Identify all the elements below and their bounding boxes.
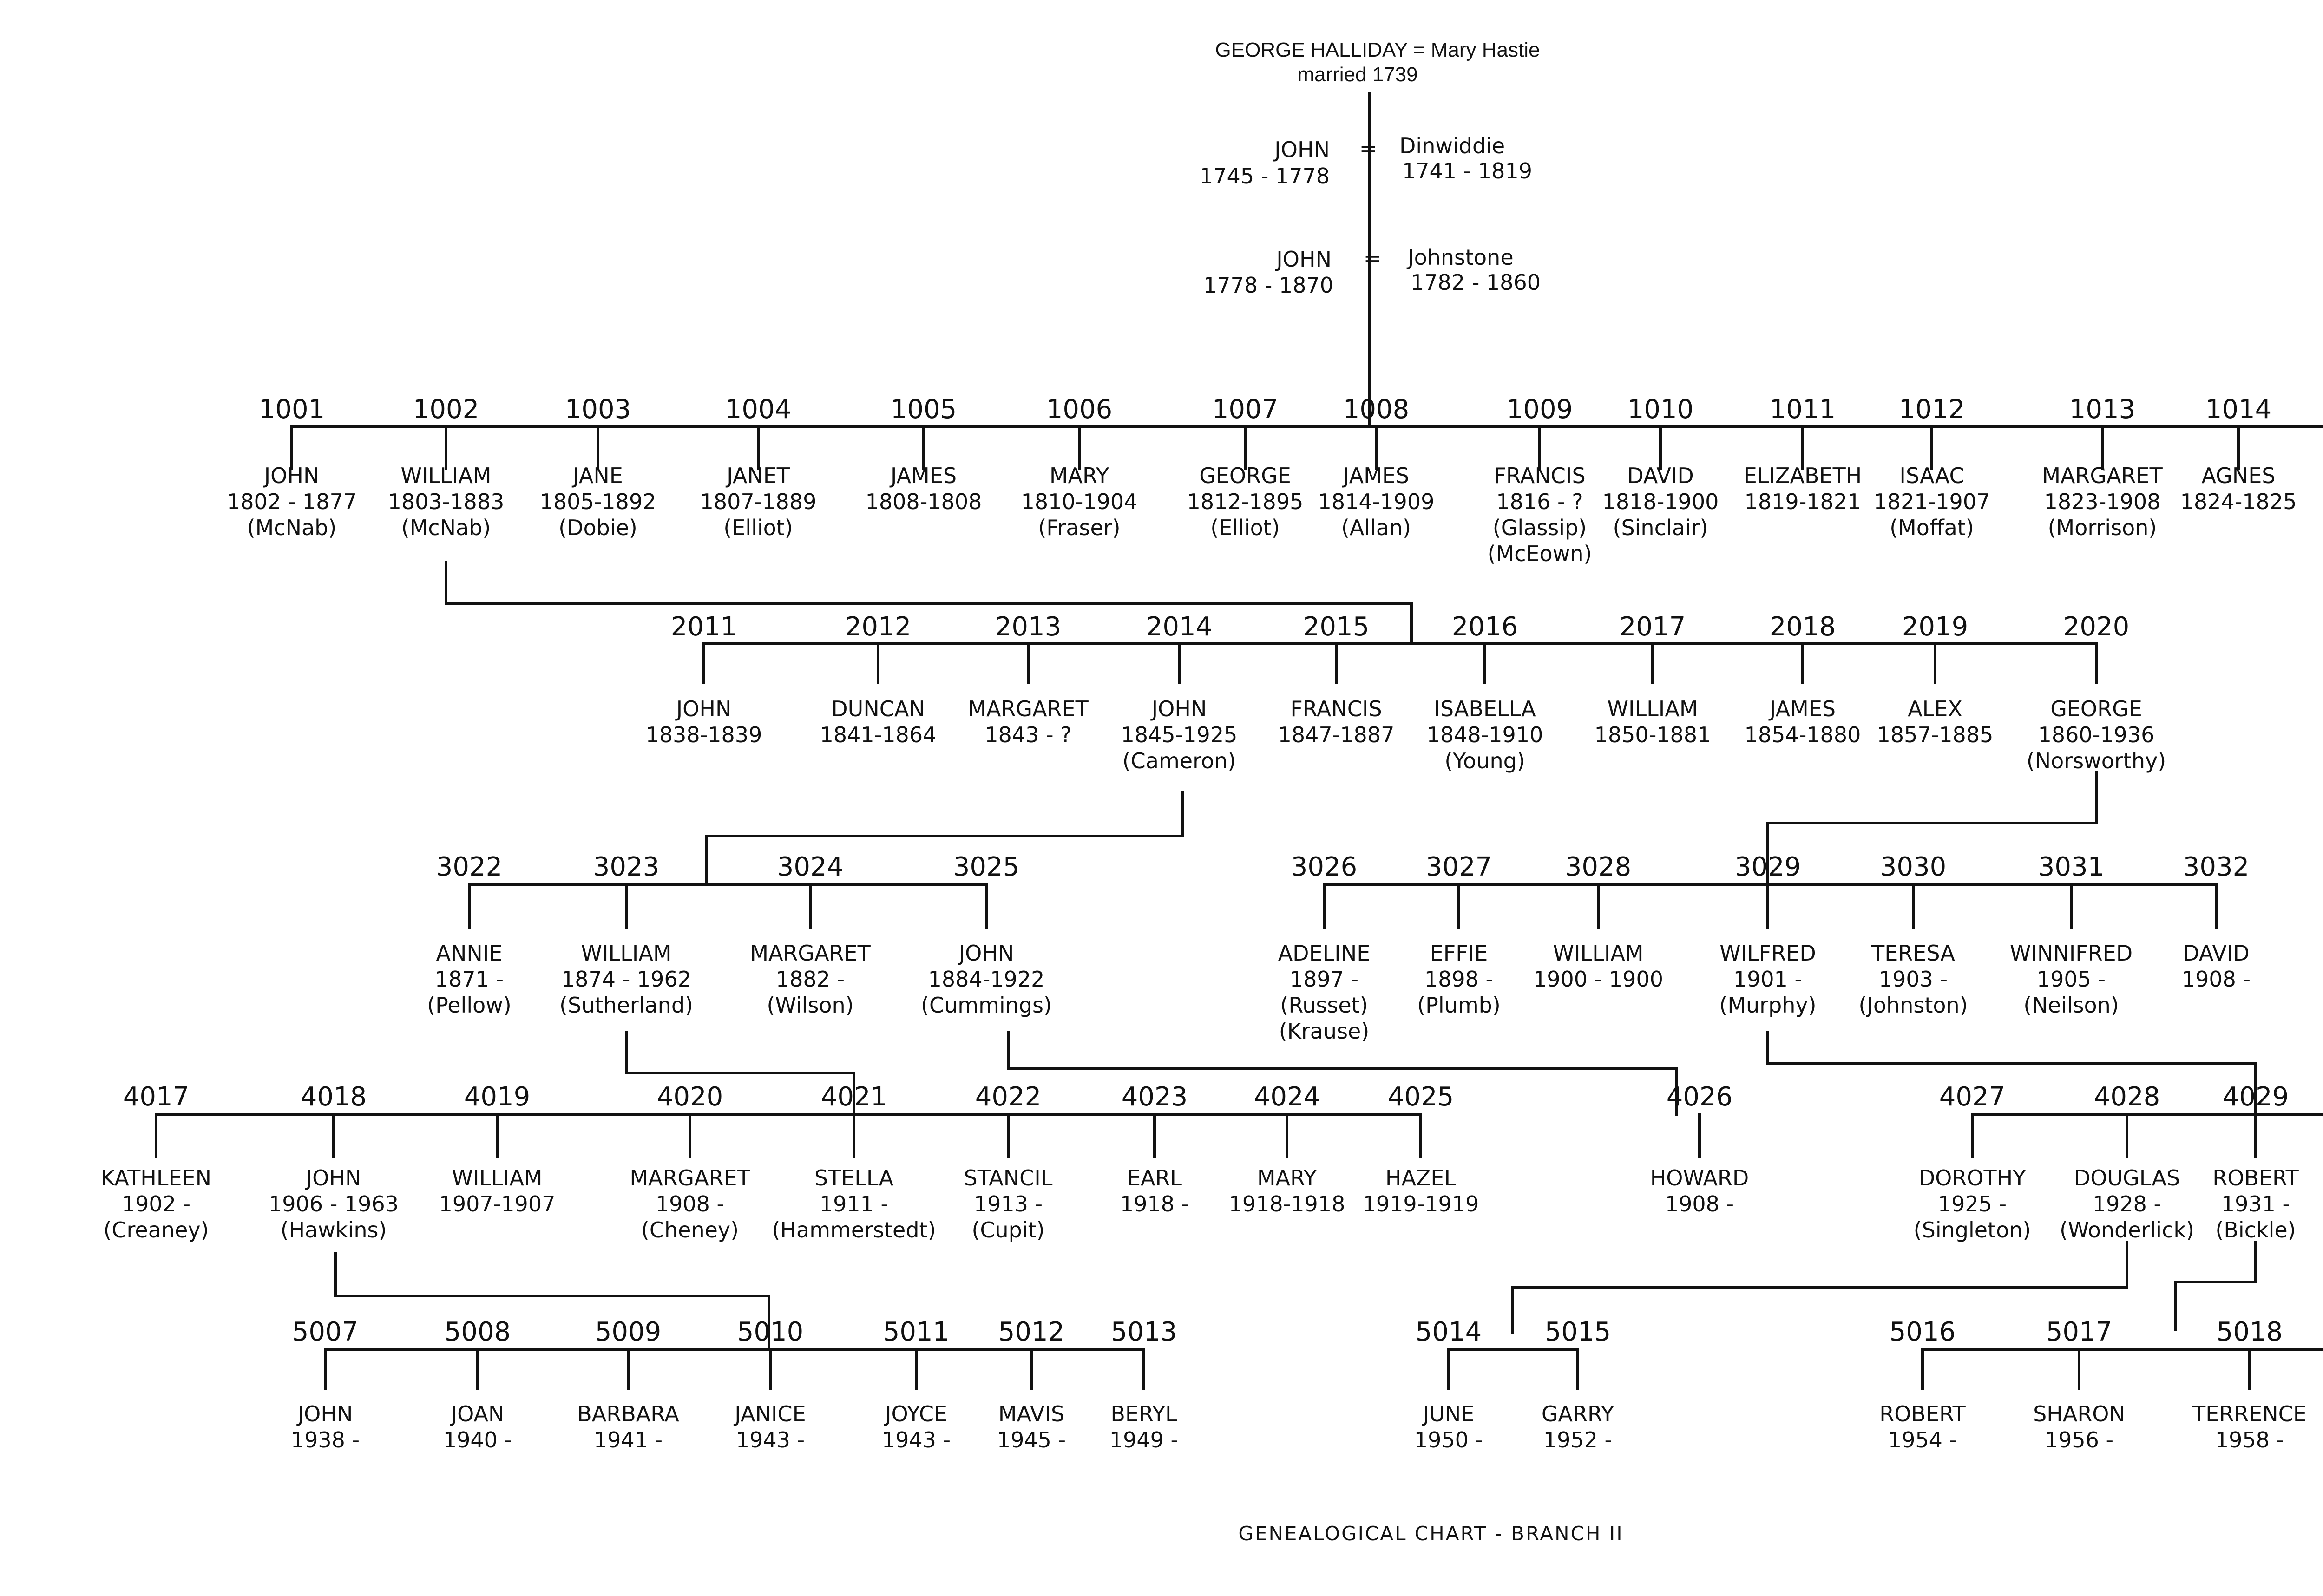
spouse-dates: 1782 - 1860 — [1411, 270, 1541, 295]
person-2017 — [1595, 612, 1711, 747]
person-dates: 1950 - — [1414, 1427, 1483, 1452]
person-number: 3023 — [593, 852, 660, 882]
person-number: 5008 — [444, 1317, 511, 1347]
person-1010 — [1602, 394, 1719, 540]
person-number: 5014 — [1415, 1317, 1482, 1347]
person-dates: 1874 - 1962 — [561, 967, 691, 992]
person-dates: 1845-1925 — [1121, 722, 1238, 747]
person-spouse: (Fraser) — [1038, 515, 1121, 540]
person-dates: 1807-1889 — [700, 489, 817, 514]
person-name: FRANCIS — [1290, 696, 1382, 721]
person-dates: 1850-1881 — [1594, 722, 1711, 747]
marriage-year: married 1739 — [1297, 63, 1418, 86]
person-dates: 1911 - — [819, 1191, 889, 1217]
root-couple: GEORGE HALLIDAY = Mary Hastie — [1215, 39, 1540, 61]
person-4018 — [269, 1082, 399, 1243]
person-name: DOROTHY — [1918, 1165, 2026, 1190]
person-number: 3022 — [436, 852, 503, 882]
person-2014 — [1121, 612, 1238, 773]
person-1004 — [700, 394, 817, 540]
person-4020 — [630, 1082, 750, 1243]
chart-caption: GENEALOGICAL CHART - BRANCH II — [1238, 1522, 1624, 1545]
person-spouse: (Creaney) — [103, 1217, 209, 1243]
person-name: ROBERT — [1879, 1401, 1966, 1426]
parent-link-line — [1008, 1032, 1676, 1115]
person-name: DOUGLAS — [2074, 1165, 2180, 1190]
person-spouse: (Cupit) — [971, 1217, 1045, 1243]
person-dates: 1900 - 1900 — [1533, 967, 1663, 992]
person-name: JOHN — [1151, 696, 1207, 721]
person-1012 — [1874, 394, 1990, 540]
person-1002 — [388, 394, 505, 540]
person-3032 — [2182, 852, 2251, 992]
person-dates: 1884-1922 — [928, 967, 1045, 992]
person-4029 — [2212, 1082, 2299, 1243]
person-spouse: (Russet) — [1280, 993, 1368, 1018]
person-name: GARRY — [1541, 1401, 1614, 1426]
person-name: GEORGE — [2050, 696, 2142, 721]
person-number: 1011 — [1769, 394, 1836, 425]
person-4024 — [1229, 1082, 1345, 1217]
person-dates: 1941 - — [593, 1427, 663, 1452]
person-number: 2019 — [1902, 612, 1969, 642]
person-dates: 1908 - — [2181, 967, 2251, 992]
person-name: JOHN — [306, 1165, 361, 1190]
person-name: KATHLEEN — [100, 1165, 212, 1190]
person-name: MAVIS — [998, 1401, 1065, 1426]
person-dates: 1949 - — [1109, 1427, 1179, 1452]
person-name: JOHN — [297, 1401, 353, 1426]
person-spouse: (Hawkins) — [280, 1217, 387, 1243]
person-number: 4022 — [975, 1082, 1042, 1112]
person-4026 — [1650, 1082, 1749, 1217]
person-1007 — [1187, 394, 1304, 540]
person-5014 — [1414, 1317, 1483, 1452]
person-number: 5012 — [998, 1317, 1065, 1347]
person-dates: 1908 - — [1665, 1191, 1734, 1217]
person-number: 5009 — [595, 1317, 662, 1347]
person-number: 4028 — [2093, 1082, 2160, 1112]
person-name: JUNE — [1423, 1401, 1475, 1426]
person-spouse: (Pellow) — [427, 993, 512, 1018]
person-number: 1010 — [1627, 394, 1694, 425]
person-number: 1014 — [2205, 394, 2272, 425]
people-layer — [101, 394, 2323, 1452]
marriage-sign: = — [1359, 136, 1378, 161]
person-spouse: (Murphy) — [1719, 993, 1817, 1018]
person-spouse: (Plumb) — [1417, 993, 1501, 1018]
person-number: 4021 — [820, 1082, 887, 1112]
person-dates: 1871 - — [434, 967, 504, 992]
person-name: ANNIE — [436, 941, 503, 966]
person-5012 — [997, 1317, 1066, 1452]
person-number: 3025 — [953, 852, 1020, 882]
person-5007 — [291, 1317, 360, 1452]
person-4025 — [1363, 1082, 1479, 1217]
person-number: 5011 — [883, 1317, 950, 1347]
person-1014 — [2180, 394, 2297, 514]
person-spouse: (Moffat) — [1890, 515, 1974, 540]
person-name: MARGARET — [630, 1165, 750, 1190]
person-name: WILFRED — [1719, 941, 1816, 966]
person-spouse: (Young) — [1444, 748, 1525, 773]
person-name: TERRENCE — [2192, 1401, 2307, 1426]
person-dates: 1898 - — [1424, 967, 1494, 992]
person-number: 5007 — [292, 1317, 359, 1347]
person-name: MARGARET — [2042, 463, 2163, 488]
person-dates: 1943 - — [735, 1427, 805, 1452]
person-name: AGNES — [2201, 463, 2276, 488]
person-dates: 1857-1885 — [1877, 722, 1994, 747]
person-dates: 1824-1825 — [2180, 489, 2297, 514]
person-number: 1009 — [1506, 394, 1573, 425]
person-number: 5017 — [2046, 1317, 2113, 1347]
person-dates: 1931 - — [2221, 1191, 2290, 1217]
person-5017 — [2033, 1317, 2125, 1452]
person-name: JANICE — [735, 1401, 806, 1426]
person-1003 — [540, 394, 656, 540]
person-spouse: (Johnston) — [1858, 993, 1968, 1018]
person-spouse: (Cameron) — [1122, 748, 1236, 773]
person-spouse: (Elliot) — [723, 515, 793, 540]
person-1009 — [1488, 394, 1592, 566]
person-name: WILLIAM — [581, 941, 672, 966]
person-name: JOHN — [676, 696, 732, 721]
person-name: ISAAC — [1899, 463, 1964, 488]
person-3026 — [1278, 852, 1371, 1044]
person-5008 — [443, 1317, 512, 1452]
parent-link-line — [446, 562, 1411, 644]
person-spouse: (McNab) — [401, 515, 491, 540]
person-number: 4027 — [1939, 1082, 2006, 1112]
person-name: JAMES — [1343, 463, 1410, 488]
person-name: JAMES — [890, 463, 957, 488]
person-spouse: (Allan) — [1341, 515, 1411, 540]
person-4027 — [1914, 1082, 2031, 1243]
person-name: MARY — [1049, 463, 1109, 488]
person-name: JOYCE — [885, 1401, 948, 1426]
person-name: DUNCAN — [831, 696, 925, 721]
person-1011 — [1744, 394, 1862, 514]
person-spouse: (Sutherland) — [559, 993, 693, 1018]
person-3024 — [750, 852, 871, 1018]
spouse-dates: 1741 - 1819 — [1402, 158, 1532, 183]
person-name: SHARON — [2033, 1401, 2125, 1426]
person-spouse: (Hammerstedt) — [772, 1217, 936, 1243]
person-spouse: (Wilson) — [767, 993, 854, 1018]
person-number: 2018 — [1769, 612, 1836, 642]
person-4028 — [2060, 1082, 2194, 1243]
person-number: 3029 — [1734, 852, 1801, 882]
person-4021 — [772, 1082, 936, 1243]
person-spouse: (Norsworthy) — [2026, 748, 2166, 773]
person-3029 — [1719, 852, 1816, 1018]
person-dates: 1928 - — [2092, 1191, 2162, 1217]
person-name: STANCIL — [964, 1165, 1053, 1190]
person-number: 1007 — [1212, 394, 1279, 425]
person-dates: 1882 - — [775, 967, 845, 992]
person-name: HAZEL — [1385, 1165, 1457, 1190]
parent-link-line — [1768, 1032, 2256, 1115]
ancestor-name: JOHN — [1274, 137, 1330, 162]
person-3031 — [2010, 852, 2133, 1018]
person-4019 — [439, 1082, 556, 1217]
person-number: 2015 — [1303, 612, 1370, 642]
person-name: ISABELLA — [1434, 696, 1536, 721]
person-number: 5010 — [737, 1317, 804, 1347]
person-name: WILLIAM — [1553, 941, 1644, 966]
person-name: JAMES — [1769, 696, 1836, 721]
person-number: 1004 — [725, 394, 792, 425]
person-dates: 1818-1900 — [1602, 489, 1719, 514]
person-dates: 1958 - — [2215, 1427, 2284, 1452]
person-number: 3032 — [2183, 852, 2250, 882]
person-number: 3030 — [1880, 852, 1947, 882]
person-3028 — [1533, 852, 1663, 992]
person-dates: 1940 - — [443, 1427, 512, 1452]
person-name: ELIZABETH — [1743, 463, 1862, 488]
person-dates: 1814-1909 — [1318, 489, 1435, 514]
person-1001 — [227, 394, 357, 540]
person-number: 5018 — [2216, 1317, 2283, 1347]
person-name: JOHN — [264, 463, 320, 488]
person-spouse: (Sinclair) — [1613, 515, 1708, 540]
person-spouse: (Cheney) — [641, 1217, 739, 1243]
person-dates: 1906 - 1963 — [269, 1191, 399, 1217]
person-4023 — [1120, 1082, 1189, 1217]
person-spouse: (Cummings) — [921, 993, 1052, 1018]
marriage-sign: = — [1363, 246, 1382, 271]
person-number: 1002 — [413, 394, 479, 425]
person-name: FRANCIS — [1494, 463, 1586, 488]
person-number: 1013 — [2069, 394, 2136, 425]
person-spouse: (Morrison) — [2047, 515, 2157, 540]
person-5015 — [1542, 1317, 1614, 1452]
person-number: 3031 — [2038, 852, 2105, 882]
person-name: WILLIAM — [452, 1165, 543, 1190]
person-name: JANET — [727, 463, 790, 488]
person-5013 — [1109, 1317, 1178, 1452]
person-number: 2011 — [670, 612, 737, 642]
spouse-name: Dinwiddie — [1399, 133, 1505, 158]
spouse-name: Johnstone — [1408, 245, 1514, 270]
person-number: 2013 — [995, 612, 1062, 642]
parent-link-line — [2175, 1243, 2256, 1329]
person-number: 3027 — [1425, 852, 1492, 882]
person-spouse: (McEown) — [1487, 541, 1592, 566]
person-spouse: (McNab) — [247, 515, 337, 540]
person-spouse: (Dobie) — [558, 515, 637, 540]
person-dates: 1901 - — [1733, 967, 1803, 992]
person-dates: 1838-1839 — [645, 722, 762, 747]
person-number: 3026 — [1291, 852, 1358, 882]
person-number: 5015 — [1544, 1317, 1611, 1347]
person-number: 5016 — [1889, 1317, 1956, 1347]
person-1005 — [866, 394, 982, 514]
person-spouse: (Elliot) — [1210, 515, 1280, 540]
person-dates: 1908 - — [655, 1191, 725, 1217]
person-spouse: (Wonderlick) — [2060, 1217, 2194, 1243]
person-3025 — [921, 852, 1052, 1018]
person-number: 4019 — [464, 1082, 531, 1112]
person-number: 1001 — [258, 394, 325, 425]
person-name: MARY — [1257, 1165, 1317, 1190]
person-dates: 1918-1918 — [1228, 1191, 1345, 1217]
person-number: 4017 — [123, 1082, 190, 1112]
person-2013 — [968, 612, 1089, 747]
person-name: EARL — [1127, 1165, 1182, 1190]
person-name: EFFIE — [1430, 941, 1488, 966]
parent-link-line — [335, 1253, 769, 1350]
person-number: 3028 — [1565, 852, 1632, 882]
person-name: TERESA — [1871, 941, 1955, 966]
person-number: 1003 — [564, 394, 631, 425]
person-4022 — [964, 1082, 1053, 1243]
person-dates: 1925 - — [1937, 1191, 2007, 1217]
person-2019 — [1877, 612, 1994, 747]
person-1008 — [1318, 394, 1435, 540]
person-dates: 1954 - — [1888, 1427, 1957, 1452]
person-name: ADELINE — [1278, 941, 1371, 966]
person-dates: 1821-1907 — [1873, 489, 1990, 514]
person-dates: 1943 - — [881, 1427, 951, 1452]
person-3023 — [559, 852, 693, 1018]
person-2011 — [646, 612, 762, 747]
person-dates: 1945 - — [997, 1427, 1066, 1452]
person-number: 4018 — [300, 1082, 367, 1112]
person-5011 — [882, 1317, 951, 1452]
person-dates: 1805-1892 — [539, 489, 656, 514]
person-number: 4024 — [1253, 1082, 1320, 1112]
person-dates: 1918 - — [1120, 1191, 1189, 1217]
person-spouse: (Bickle) — [2215, 1217, 2296, 1243]
person-dates: 1902 - — [121, 1191, 191, 1217]
person-dates: 1897 - — [1289, 967, 1359, 992]
person-5009 — [577, 1317, 679, 1452]
person-number: 1005 — [890, 394, 957, 425]
person-name: GEORGE — [1199, 463, 1291, 488]
person-name: BARBARA — [577, 1401, 679, 1426]
person-name: BERYL — [1110, 1401, 1177, 1426]
person-dates: 1847-1887 — [1278, 722, 1395, 747]
person-name: HOWARD — [1650, 1165, 1749, 1190]
person-number: 2020 — [2063, 612, 2130, 642]
person-2015 — [1278, 612, 1395, 747]
person-name: ALEX — [1908, 696, 1962, 721]
person-dates: 1816 - ? — [1496, 489, 1583, 514]
person-dates: 1903 - — [1878, 967, 1948, 992]
person-name: DAVID — [1627, 463, 1694, 488]
person-dates: 1913 - — [973, 1191, 1043, 1217]
person-number: 2014 — [1146, 612, 1213, 642]
person-5010 — [733, 1317, 806, 1452]
person-dates: 1843 - ? — [984, 722, 1072, 747]
person-2018 — [1745, 612, 1861, 747]
person-name: JOHN — [958, 941, 1014, 966]
person-2016 — [1427, 612, 1543, 773]
person-spouse: (Krause) — [1279, 1019, 1370, 1044]
person-dates: 1905 - — [2036, 967, 2106, 992]
person-name: DAVID — [2183, 941, 2250, 966]
person-5016 — [1879, 1317, 1966, 1452]
person-dates: 1808-1808 — [865, 489, 982, 514]
person-number: 1006 — [1046, 394, 1113, 425]
person-2020 — [2027, 612, 2166, 773]
person-4017 — [101, 1082, 211, 1243]
person-1013 — [2042, 394, 2163, 540]
person-number: 4025 — [1387, 1082, 1454, 1112]
person-number: 1008 — [1343, 394, 1410, 425]
person-number: 4026 — [1666, 1082, 1733, 1112]
ancestor-name: JOHN — [1276, 247, 1332, 272]
person-number: 2017 — [1619, 612, 1686, 642]
person-number: 2016 — [1451, 612, 1518, 642]
person-dates: 1952 - — [1543, 1427, 1613, 1452]
person-dates: 1810-1904 — [1021, 489, 1138, 514]
person-name: STELLA — [814, 1165, 894, 1190]
person-dates: 1938 - — [290, 1427, 360, 1452]
person-name: WILLIAM — [400, 463, 492, 488]
person-number: 4023 — [1121, 1082, 1188, 1112]
ancestor-dates: 1778 - 1870 — [1203, 273, 1333, 298]
ancestor-dates: 1745 - 1778 — [1200, 164, 1330, 189]
person-3022 — [427, 852, 512, 1018]
person-dates: 1819-1821 — [1744, 489, 1861, 514]
person-number: 5013 — [1110, 1317, 1177, 1347]
person-5018 — [2192, 1317, 2307, 1452]
person-dates: 1841-1864 — [820, 722, 937, 747]
person-dates: 1812-1895 — [1187, 489, 1304, 514]
person-name: MARGARET — [750, 941, 871, 966]
person-name: WINNIFRED — [2009, 941, 2133, 966]
person-dates: 1860-1936 — [2038, 722, 2155, 747]
person-dates: 1848-1910 — [1426, 722, 1543, 747]
person-dates: 1956 - — [2044, 1427, 2114, 1452]
person-name: MARGARET — [968, 696, 1089, 721]
person-number: 1012 — [1898, 394, 1965, 425]
person-spouse: (Glassip) — [1492, 515, 1587, 540]
person-dates: 1823-1908 — [2044, 489, 2161, 514]
person-2012 — [820, 612, 937, 747]
person-number: 4020 — [656, 1082, 723, 1112]
person-3027 — [1417, 852, 1501, 1018]
person-name: WILLIAM — [1607, 696, 1698, 721]
person-dates: 1854-1880 — [1744, 722, 1861, 747]
person-dates: 1802 - 1877 — [227, 489, 357, 514]
person-name: JOAN — [451, 1401, 505, 1426]
person-1006 — [1021, 394, 1138, 540]
person-number: 4029 — [2222, 1082, 2289, 1112]
person-dates: 1919-1919 — [1362, 1191, 1479, 1217]
person-dates: 1907-1907 — [439, 1191, 556, 1217]
person-name: JANE — [573, 463, 623, 488]
person-spouse: (Neilson) — [2023, 993, 2119, 1018]
person-3030 — [1858, 852, 1968, 1018]
person-dates: 1803-1883 — [387, 489, 505, 514]
person-spouse: (Singleton) — [1913, 1217, 2031, 1243]
person-number: 2012 — [845, 612, 912, 642]
person-name: ROBERT — [2212, 1165, 2299, 1190]
person-number: 3024 — [777, 852, 844, 882]
